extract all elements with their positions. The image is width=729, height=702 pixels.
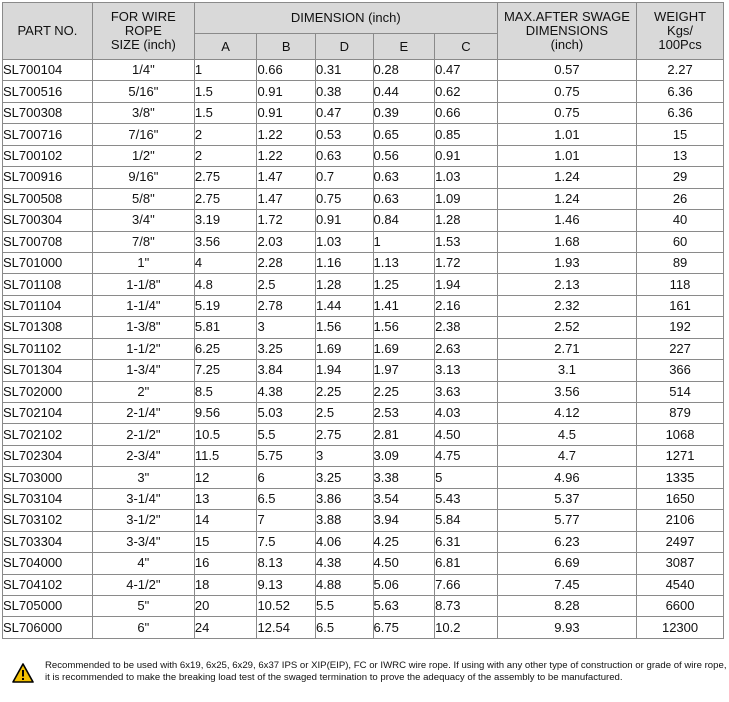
cell-weight: 6.36 xyxy=(637,102,724,123)
cell-part-no: SL704102 xyxy=(3,574,93,595)
cell-dim-a: 18 xyxy=(194,574,257,595)
cell-max-after-swage: 5.37 xyxy=(497,488,636,509)
cell-weight: 4540 xyxy=(637,574,724,595)
header-dimension: DIMENSION (inch) xyxy=(194,3,497,34)
table-row xyxy=(3,403,724,424)
cell-dim-e: 5.06 xyxy=(373,574,435,595)
cell-part-no: SL700104 xyxy=(3,60,93,81)
cell-dim-b: 12.54 xyxy=(257,617,316,638)
cell-wire-rope-size: 4" xyxy=(92,553,194,574)
cell-part-no: SL701304 xyxy=(3,360,93,381)
cell-wire-rope-size: 7/16" xyxy=(92,124,194,145)
cell-dim-e: 1 xyxy=(373,231,435,252)
cell-dim-c: 0.62 xyxy=(435,81,498,102)
cell-dim-a: 1 xyxy=(194,60,257,81)
cell-dim-d: 5.5 xyxy=(316,595,374,616)
cell-wire-rope-size: 6" xyxy=(92,617,194,638)
cell-dim-b: 7.5 xyxy=(257,531,316,552)
cell-max-after-swage: 0.75 xyxy=(497,81,636,102)
cell-dim-b: 6 xyxy=(257,467,316,488)
cell-dim-d: 6.5 xyxy=(316,617,374,638)
cell-dim-b: 0.66 xyxy=(257,60,316,81)
cell-dim-e: 0.84 xyxy=(373,210,435,231)
table-row xyxy=(3,467,724,488)
cell-dim-b: 2.78 xyxy=(257,295,316,316)
cell-dim-d: 3.25 xyxy=(316,467,374,488)
cell-weight: 89 xyxy=(637,252,724,273)
cell-dim-c: 1.03 xyxy=(435,167,498,188)
cell-part-no: SL705000 xyxy=(3,595,93,616)
cell-dim-a: 2.75 xyxy=(194,188,257,209)
cell-weight: 192 xyxy=(637,317,724,338)
cell-dim-c: 4.75 xyxy=(435,445,498,466)
cell-max-after-swage: 2.52 xyxy=(497,317,636,338)
cell-max-after-swage: 4.5 xyxy=(497,424,636,445)
cell-dim-a: 16 xyxy=(194,553,257,574)
cell-weight: 118 xyxy=(637,274,724,295)
cell-dim-d: 4.88 xyxy=(316,574,374,595)
cell-dim-c: 3.13 xyxy=(435,360,498,381)
table-row xyxy=(3,60,724,81)
cell-dim-a: 2.75 xyxy=(194,167,257,188)
cell-max-after-swage: 6.23 xyxy=(497,531,636,552)
table-row xyxy=(3,210,724,231)
cell-dim-d: 4.38 xyxy=(316,553,374,574)
cell-weight: 15 xyxy=(637,124,724,145)
cell-dim-b: 5.03 xyxy=(257,403,316,424)
cell-weight: 1068 xyxy=(637,424,724,445)
cell-dim-e: 3.54 xyxy=(373,488,435,509)
header-part-no: PART NO. xyxy=(3,3,93,60)
cell-weight: 6.36 xyxy=(637,81,724,102)
cell-dim-d: 2.75 xyxy=(316,424,374,445)
header-dim-b: B xyxy=(257,34,316,60)
cell-dim-c: 8.73 xyxy=(435,595,498,616)
cell-dim-b: 6.5 xyxy=(257,488,316,509)
cell-dim-b: 3 xyxy=(257,317,316,338)
cell-dim-e: 1.41 xyxy=(373,295,435,316)
cell-dim-a: 3.19 xyxy=(194,210,257,231)
cell-max-after-swage: 0.75 xyxy=(497,102,636,123)
header-wire-rope-size: FOR WIRE ROPE SIZE (inch) xyxy=(92,3,194,60)
table-row xyxy=(3,510,724,531)
cell-part-no: SL700102 xyxy=(3,145,93,166)
cell-dim-d: 0.31 xyxy=(316,60,374,81)
cell-dim-b: 2.03 xyxy=(257,231,316,252)
cell-dim-d: 4.06 xyxy=(316,531,374,552)
cell-weight: 2.27 xyxy=(637,60,724,81)
table-row xyxy=(3,488,724,509)
notice-line-1: Recommended to be used with 6x19, 6x25, 6x29, 6x37 IPS or XIP(EIP), FC or IWRC wire rope. If using with any other type of construction or grade of wire rope, xyxy=(45,660,727,671)
cell-wire-rope-size: 5/16" xyxy=(92,81,194,102)
cell-part-no: SL706000 xyxy=(3,617,93,638)
cell-part-no: SL700916 xyxy=(3,167,93,188)
cell-dim-d: 1.69 xyxy=(316,338,374,359)
cell-weight: 1335 xyxy=(637,467,724,488)
cell-dim-d: 3.86 xyxy=(316,488,374,509)
header-dim-d: D xyxy=(316,34,374,60)
cell-dim-a: 9.56 xyxy=(194,403,257,424)
cell-part-no: SL700308 xyxy=(3,102,93,123)
warning-triangle-icon xyxy=(12,663,34,683)
cell-max-after-swage: 6.69 xyxy=(497,553,636,574)
cell-weight: 227 xyxy=(637,338,724,359)
cell-max-after-swage: 2.13 xyxy=(497,274,636,295)
cell-dim-e: 4.25 xyxy=(373,531,435,552)
table-row xyxy=(3,145,724,166)
cell-wire-rope-size: 2" xyxy=(92,381,194,402)
cell-dim-a: 1.5 xyxy=(194,102,257,123)
cell-max-after-swage: 4.12 xyxy=(497,403,636,424)
cell-wire-rope-size: 7/8" xyxy=(92,231,194,252)
cell-max-after-swage: 7.45 xyxy=(497,574,636,595)
cell-dim-b: 2.28 xyxy=(257,252,316,273)
cell-dim-e: 2.25 xyxy=(373,381,435,402)
cell-wire-rope-size: 3-1/2" xyxy=(92,510,194,531)
cell-dim-e: 2.81 xyxy=(373,424,435,445)
cell-max-after-swage: 0.57 xyxy=(497,60,636,81)
cell-wire-rope-size: 3/4" xyxy=(92,210,194,231)
cell-weight: 12300 xyxy=(637,617,724,638)
cell-dim-a: 12 xyxy=(194,467,257,488)
cell-dim-c: 6.81 xyxy=(435,553,498,574)
cell-dim-e: 1.25 xyxy=(373,274,435,295)
cell-dim-b: 0.91 xyxy=(257,102,316,123)
cell-dim-b: 9.13 xyxy=(257,574,316,595)
cell-dim-d: 0.38 xyxy=(316,81,374,102)
cell-part-no: SL700304 xyxy=(3,210,93,231)
cell-dim-d: 1.56 xyxy=(316,317,374,338)
table-row xyxy=(3,81,724,102)
cell-weight: 2497 xyxy=(637,531,724,552)
cell-dim-c: 5.43 xyxy=(435,488,498,509)
table-row xyxy=(3,360,724,381)
cell-wire-rope-size: 5/8" xyxy=(92,188,194,209)
cell-wire-rope-size: 3-3/4" xyxy=(92,531,194,552)
table-row xyxy=(3,595,724,616)
cell-dim-b: 7 xyxy=(257,510,316,531)
cell-dim-a: 6.25 xyxy=(194,338,257,359)
cell-max-after-swage: 3.1 xyxy=(497,360,636,381)
cell-wire-rope-size: 2-1/2" xyxy=(92,424,194,445)
cell-dim-d: 3 xyxy=(316,445,374,466)
cell-max-after-swage: 3.56 xyxy=(497,381,636,402)
cell-dim-c: 1.72 xyxy=(435,252,498,273)
cell-dim-a: 4.8 xyxy=(194,274,257,295)
cell-dim-b: 1.22 xyxy=(257,145,316,166)
cell-weight: 879 xyxy=(637,403,724,424)
cell-part-no: SL701104 xyxy=(3,295,93,316)
cell-dim-e: 0.44 xyxy=(373,81,435,102)
cell-dim-c: 2.63 xyxy=(435,338,498,359)
cell-dim-b: 1.47 xyxy=(257,167,316,188)
table-row xyxy=(3,617,724,638)
cell-dim-e: 0.39 xyxy=(373,102,435,123)
cell-dim-a: 11.5 xyxy=(194,445,257,466)
cell-dim-e: 1.69 xyxy=(373,338,435,359)
cell-max-after-swage: 4.96 xyxy=(497,467,636,488)
cell-part-no: SL702104 xyxy=(3,403,93,424)
cell-dim-c: 0.47 xyxy=(435,60,498,81)
table-body xyxy=(3,60,724,639)
cell-part-no: SL700516 xyxy=(3,81,93,102)
header-weight: WEIGHT Kgs/ 100Pcs xyxy=(637,3,724,60)
cell-weight: 6600 xyxy=(637,595,724,616)
cell-weight: 3087 xyxy=(637,553,724,574)
header-dim-c: C xyxy=(435,34,498,60)
cell-dim-d: 0.63 xyxy=(316,145,374,166)
cell-weight: 1271 xyxy=(637,445,724,466)
cell-part-no: SL702102 xyxy=(3,424,93,445)
cell-dim-e: 0.56 xyxy=(373,145,435,166)
notice-line-2: it is recommended to make the breaking load test of the swaged termination to prove the adequacy of the assembly to be manufactured. xyxy=(45,672,623,683)
cell-dim-a: 3.56 xyxy=(194,231,257,252)
cell-weight: 514 xyxy=(637,381,724,402)
cell-dim-a: 24 xyxy=(194,617,257,638)
cell-max-after-swage: 4.7 xyxy=(497,445,636,466)
cell-dim-a: 15 xyxy=(194,531,257,552)
cell-weight: 40 xyxy=(637,210,724,231)
cell-weight: 161 xyxy=(637,295,724,316)
cell-dim-e: 3.09 xyxy=(373,445,435,466)
cell-dim-a: 13 xyxy=(194,488,257,509)
table-row xyxy=(3,338,724,359)
cell-part-no: SL703304 xyxy=(3,531,93,552)
cell-wire-rope-size: 3-1/4" xyxy=(92,488,194,509)
cell-max-after-swage: 1.01 xyxy=(497,145,636,166)
cell-wire-rope-size: 2-3/4" xyxy=(92,445,194,466)
cell-dim-e: 6.75 xyxy=(373,617,435,638)
header-max-after-swage: MAX.AFTER SWAGE DIMENSIONS (inch) xyxy=(497,3,636,60)
cell-dim-d: 3.88 xyxy=(316,510,374,531)
cell-dim-e: 1.56 xyxy=(373,317,435,338)
cell-wire-rope-size: 1/2" xyxy=(92,145,194,166)
cell-dim-a: 2 xyxy=(194,124,257,145)
cell-dim-c: 0.85 xyxy=(435,124,498,145)
notice-text xyxy=(45,660,729,684)
table-row xyxy=(3,231,724,252)
cell-dim-e: 0.63 xyxy=(373,167,435,188)
table-row xyxy=(3,574,724,595)
cell-part-no: SL702304 xyxy=(3,445,93,466)
cell-dim-a: 10.5 xyxy=(194,424,257,445)
table-row xyxy=(3,553,724,574)
cell-wire-rope-size: 1-1/2" xyxy=(92,338,194,359)
table-row xyxy=(3,124,724,145)
cell-dim-b: 3.84 xyxy=(257,360,316,381)
cell-part-no: SL700708 xyxy=(3,231,93,252)
cell-dim-a: 14 xyxy=(194,510,257,531)
cell-wire-rope-size: 9/16" xyxy=(92,167,194,188)
cell-part-no: SL701108 xyxy=(3,274,93,295)
cell-wire-rope-size: 5" xyxy=(92,595,194,616)
cell-dim-c: 5.84 xyxy=(435,510,498,531)
cell-dim-d: 0.91 xyxy=(316,210,374,231)
cell-dim-d: 1.44 xyxy=(316,295,374,316)
cell-dim-e: 0.63 xyxy=(373,188,435,209)
cell-dim-c: 1.53 xyxy=(435,231,498,252)
cell-dim-d: 1.94 xyxy=(316,360,374,381)
swage-fitting-spec-table xyxy=(2,2,724,639)
cell-dim-a: 7.25 xyxy=(194,360,257,381)
cell-part-no: SL701000 xyxy=(3,252,93,273)
cell-dim-e: 2.53 xyxy=(373,403,435,424)
cell-dim-d: 1.16 xyxy=(316,252,374,273)
cell-weight: 60 xyxy=(637,231,724,252)
cell-dim-c: 1.09 xyxy=(435,188,498,209)
header-dim-e: E xyxy=(373,34,435,60)
cell-wire-rope-size: 3/8" xyxy=(92,102,194,123)
cell-max-after-swage: 1.24 xyxy=(497,167,636,188)
cell-dim-d: 2.25 xyxy=(316,381,374,402)
cell-dim-a: 5.19 xyxy=(194,295,257,316)
cell-max-after-swage: 8.28 xyxy=(497,595,636,616)
cell-dim-e: 5.63 xyxy=(373,595,435,616)
cell-max-after-swage: 2.71 xyxy=(497,338,636,359)
table-row xyxy=(3,531,724,552)
cell-weight: 29 xyxy=(637,167,724,188)
cell-dim-d: 1.03 xyxy=(316,231,374,252)
cell-dim-c: 0.91 xyxy=(435,145,498,166)
cell-dim-c: 3.63 xyxy=(435,381,498,402)
cell-dim-e: 3.94 xyxy=(373,510,435,531)
table-row xyxy=(3,445,724,466)
cell-dim-c: 1.94 xyxy=(435,274,498,295)
cell-wire-rope-size: 4-1/2" xyxy=(92,574,194,595)
table-row xyxy=(3,295,724,316)
cell-dim-c: 2.38 xyxy=(435,317,498,338)
safety-notice xyxy=(12,660,727,692)
cell-part-no: SL701308 xyxy=(3,317,93,338)
cell-wire-rope-size: 3" xyxy=(92,467,194,488)
cell-max-after-swage: 9.93 xyxy=(497,617,636,638)
cell-weight: 26 xyxy=(637,188,724,209)
cell-weight: 13 xyxy=(637,145,724,166)
cell-dim-c: 4.50 xyxy=(435,424,498,445)
cell-dim-d: 2.5 xyxy=(316,403,374,424)
cell-dim-c: 0.66 xyxy=(435,102,498,123)
cell-wire-rope-size: 1/4" xyxy=(92,60,194,81)
cell-wire-rope-size: 1" xyxy=(92,252,194,273)
cell-dim-d: 0.53 xyxy=(316,124,374,145)
cell-dim-e: 0.65 xyxy=(373,124,435,145)
table-row xyxy=(3,167,724,188)
cell-max-after-swage: 1.68 xyxy=(497,231,636,252)
cell-dim-b: 10.52 xyxy=(257,595,316,616)
cell-dim-e: 0.28 xyxy=(373,60,435,81)
cell-weight: 1650 xyxy=(637,488,724,509)
header-dim-a: A xyxy=(194,34,257,60)
cell-dim-e: 1.13 xyxy=(373,252,435,273)
cell-dim-b: 8.13 xyxy=(257,553,316,574)
cell-wire-rope-size: 1-1/8" xyxy=(92,274,194,295)
cell-wire-rope-size: 2-1/4" xyxy=(92,403,194,424)
table-row xyxy=(3,317,724,338)
cell-max-after-swage: 2.32 xyxy=(497,295,636,316)
cell-part-no: SL700716 xyxy=(3,124,93,145)
cell-dim-e: 4.50 xyxy=(373,553,435,574)
cell-dim-c: 2.16 xyxy=(435,295,498,316)
cell-dim-c: 7.66 xyxy=(435,574,498,595)
table-row xyxy=(3,102,724,123)
cell-max-after-swage: 1.01 xyxy=(497,124,636,145)
cell-dim-b: 5.75 xyxy=(257,445,316,466)
cell-dim-c: 6.31 xyxy=(435,531,498,552)
cell-wire-rope-size: 1-1/4" xyxy=(92,295,194,316)
cell-weight: 366 xyxy=(637,360,724,381)
cell-dim-b: 2.5 xyxy=(257,274,316,295)
cell-dim-a: 1.5 xyxy=(194,81,257,102)
table-row xyxy=(3,274,724,295)
cell-part-no: SL703104 xyxy=(3,488,93,509)
cell-dim-c: 5 xyxy=(435,467,498,488)
cell-weight: 2106 xyxy=(637,510,724,531)
cell-dim-b: 0.91 xyxy=(257,81,316,102)
table-row xyxy=(3,424,724,445)
cell-max-after-swage: 1.24 xyxy=(497,188,636,209)
cell-part-no: SL703000 xyxy=(3,467,93,488)
cell-dim-c: 1.28 xyxy=(435,210,498,231)
cell-wire-rope-size: 1-3/4" xyxy=(92,360,194,381)
cell-dim-d: 1.28 xyxy=(316,274,374,295)
cell-dim-a: 4 xyxy=(194,252,257,273)
cell-dim-e: 3.38 xyxy=(373,467,435,488)
cell-dim-d: 0.75 xyxy=(316,188,374,209)
cell-max-after-swage: 5.77 xyxy=(497,510,636,531)
cell-dim-c: 10.2 xyxy=(435,617,498,638)
cell-dim-e: 1.97 xyxy=(373,360,435,381)
cell-part-no: SL703102 xyxy=(3,510,93,531)
cell-part-no: SL700508 xyxy=(3,188,93,209)
cell-dim-b: 3.25 xyxy=(257,338,316,359)
table-row xyxy=(3,252,724,273)
cell-dim-d: 0.47 xyxy=(316,102,374,123)
cell-wire-rope-size: 1-3/8" xyxy=(92,317,194,338)
table-row xyxy=(3,381,724,402)
cell-dim-d: 0.7 xyxy=(316,167,374,188)
cell-part-no: SL702000 xyxy=(3,381,93,402)
table-header xyxy=(3,3,724,60)
cell-dim-a: 8.5 xyxy=(194,381,257,402)
cell-max-after-swage: 1.46 xyxy=(497,210,636,231)
cell-dim-a: 20 xyxy=(194,595,257,616)
cell-dim-a: 5.81 xyxy=(194,317,257,338)
cell-dim-b: 1.47 xyxy=(257,188,316,209)
cell-part-no: SL701102 xyxy=(3,338,93,359)
cell-max-after-swage: 1.93 xyxy=(497,252,636,273)
cell-dim-b: 4.38 xyxy=(257,381,316,402)
cell-dim-b: 1.72 xyxy=(257,210,316,231)
cell-dim-b: 1.22 xyxy=(257,124,316,145)
cell-dim-c: 4.03 xyxy=(435,403,498,424)
cell-dim-b: 5.5 xyxy=(257,424,316,445)
cell-dim-a: 2 xyxy=(194,145,257,166)
table-row xyxy=(3,188,724,209)
cell-part-no: SL704000 xyxy=(3,553,93,574)
